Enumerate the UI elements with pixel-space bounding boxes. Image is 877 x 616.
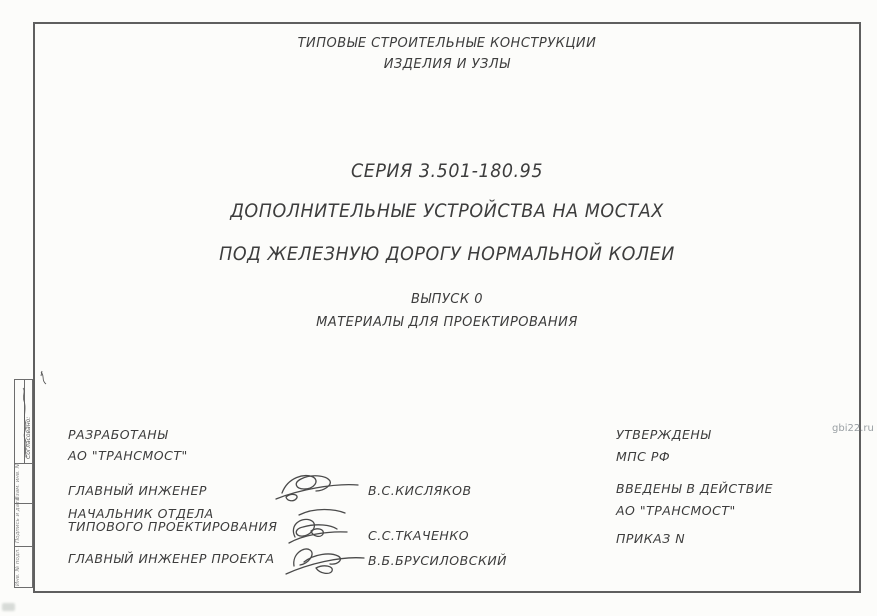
enacted-org: АО "ТРАНСМОСТ" [616, 503, 736, 518]
series-number: СЕРИЯ 3.501-180.95 [350, 160, 544, 182]
signature-brusilovsky [280, 538, 368, 580]
scan-artifact-smudge [2, 603, 15, 611]
signature-kislyakov [272, 468, 362, 504]
signatory-role-2 [68, 508, 277, 533]
stamp-flourish-mark [34, 370, 53, 386]
stamp-handwritten-signature [15, 387, 34, 459]
header-line-2: ИЗДЕЛИЯ И УЗЛЫ [383, 57, 511, 72]
stamp-label-inv-podl: Инв. № подл. [15, 548, 21, 586]
title-line-2: ПОД ЖЕЛЕЗНУЮ ДОРОГУ НОРМАЛЬНОЙ КОЛЕИ [219, 243, 675, 265]
title-line-1: ДОПОЛНИТЕЛЬНЫЕ УСТРОЙСТВА НА МОСТАХ [230, 200, 664, 222]
signatory-name-2: С.С.ТКАЧЕНКО [368, 528, 470, 543]
signatory-role-2-line2: ТИПОВОГО ПРОЕКТИРОВАНИЯ [68, 518, 278, 534]
header-line-1: ТИПОВЫЕ СТРОИТЕЛЬНЫЕ КОНСТРУКЦИИ [297, 36, 597, 51]
approved-label: УТВЕРЖДЕНЫ [616, 427, 712, 442]
site-watermark: gbi22.ru [832, 423, 874, 434]
approved-org: МПС РФ [616, 449, 671, 464]
issue-line: ВЫПУСК 0 [411, 292, 483, 307]
stamp-label-podpis-data: Подпись и дата [15, 497, 21, 543]
signatory-role-3: ГЛАВНЫЙ ИНЖЕНЕР ПРОЕКТА [68, 551, 275, 566]
stamp-strip-divider-3 [15, 546, 32, 547]
stamp-agreed-label: Согласовано: [25, 416, 32, 459]
signatory-name-3: В.Б.БРУСИЛОВСКИЙ [368, 553, 508, 568]
developed-label: РАЗРАБОТАНЫ [68, 427, 168, 442]
enacted-label: ВВЕДЕНЫ В ДЕЙСТВИЕ [616, 481, 774, 496]
materials-line: МАТЕРИАЛЫ ДЛЯ ПРОЕКТИРОВАНИЯ [316, 315, 578, 330]
signatory-role-1: ГЛАВНЫЙ ИНЖЕНЕР [68, 483, 207, 498]
signatory-name-1: В.С.КИСЛЯКОВ [368, 483, 472, 498]
developed-org: АО "ТРАНСМОСТ" [68, 448, 188, 463]
order-number-label: ПРИКАЗ N [616, 531, 686, 546]
signatory-role-2-line1: НАЧАЛЬНИК ОТДЕЛА [68, 506, 214, 521]
stamp-label-vzam-inv: Взам. инв. № [15, 462, 21, 500]
